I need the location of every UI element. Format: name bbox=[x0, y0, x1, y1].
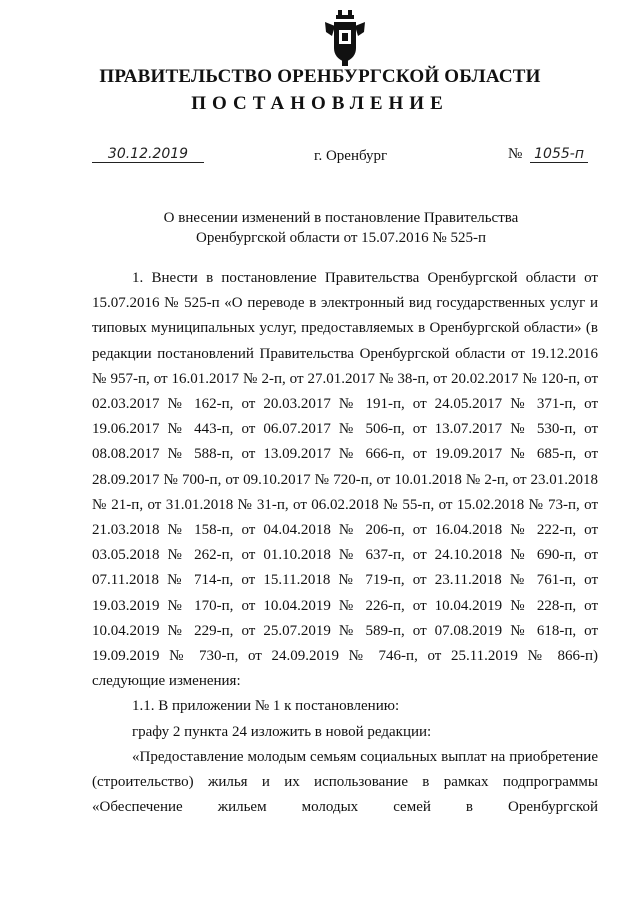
document-type: ПОСТАНОВЛЕНИЕ bbox=[191, 93, 449, 114]
document-date: 30.12.2019 bbox=[92, 146, 204, 163]
document-body bbox=[92, 266, 598, 820]
subject-line: Оренбургской области от 15.07.2016 № 525-п bbox=[195, 230, 487, 246]
document-city: г. Оренбург bbox=[314, 148, 388, 164]
number-label: № bbox=[508, 146, 523, 162]
document-number: 1055-п bbox=[530, 146, 588, 163]
paragraph: 1. Внести в постановление Правительства Оренбургской области от 15.07.2016 № 525-п «О переводе в электронный вид государственных услуг и типовых муниципальных услуг, предоставляемых в Оренбургской области» (в редакции постановлений Правительства Оренбургской области от 19.12.2016 № 957-п, от 16.01.2017 № 2-п, от 27.01.2017 № 38-п, от 20.02.2017 № 120-п, от 02.03.2017 № 162-п, от 20.03.2017 № 191-п, от 24.05.2017 № 371-п, от 19.06.2017 № 443-п, от 06.07.2017 № 506-п, от 13.07.2017 № 530-п, от 08.08.2017 № 588-п, от 13.09.2017 № 666-п, от 19.09.2017 № 685-п, от 28.09.2017 № 700-п, от 09.10.2017 № 720-п, от 10.01.2018 № 2-п, от 23.01.2018 № 21-п, от 31.01.2018 № 31-п, от 06.02.2018 № 55-п, от 15.02.2018 № 73-п, от 21.03.2018 № 158-п, от 04.04.2018 № 206-п, от 16.04.2018 № 222-п, от 03.05.2018 № 262-п, от 01.10.2018 № 637-п, от 24.10.2018 № 690-п, от 07.11.2018 № 714-п, от 15.11.2018 № 719-п, от 23.11.2018 № 761-п, от 19.03.2019 № 170-п, от 10.04.2019 № 226-п, от 10.04.2019 № 228-п, от 10.04.2019 № 229-п, от 25.07.2019 № 589-п, от 07.08.2019 № 618-п, от 19.09.2019 № 730-п, от 24.09.2019 № 746-п, от 25.11.2019 № 866-п) следующие изменения: bbox=[92, 270, 598, 690]
paragraph: графу 2 пункта 24 изложить в новой редакции: bbox=[132, 723, 432, 740]
paragraph: 1.1. В приложении № 1 к постановлению: bbox=[132, 698, 400, 715]
coat-of-arms-emblem bbox=[322, 8, 368, 68]
document-number-block bbox=[508, 146, 588, 163]
document-subject bbox=[0, 208, 640, 248]
organization-title: ПРАВИТЕЛЬСТВО ОРЕНБУРГСКОЙ ОБЛАСТИ bbox=[99, 66, 541, 87]
paragraph: «Предоставление молодым семьям социальных выплат на приобретение (строительство) жилья и их использование в рамках подпрограммы «Обеспечение жильем молодых семей в Оренбургской bbox=[92, 748, 598, 816]
subject-line: О внесении изменений в постановление Правительства bbox=[163, 210, 519, 226]
